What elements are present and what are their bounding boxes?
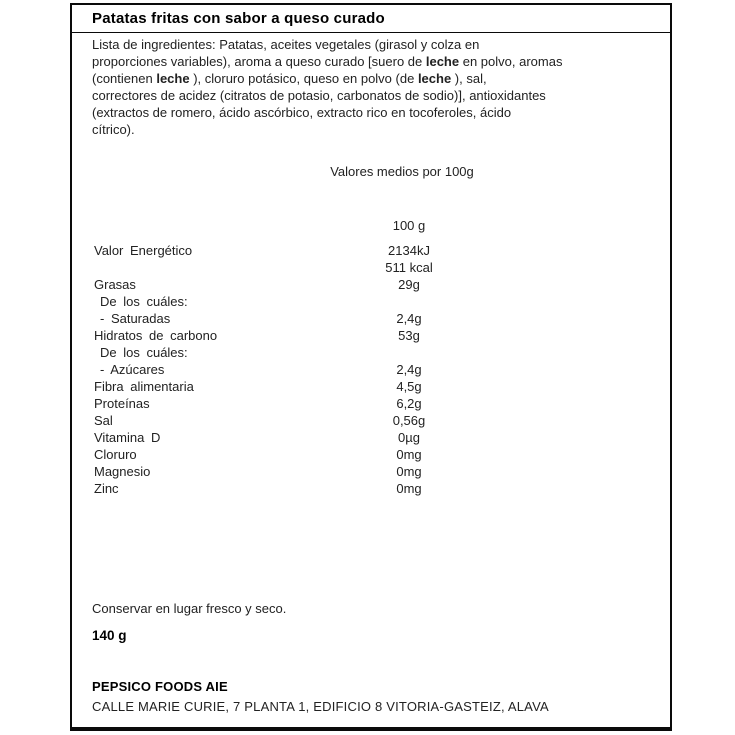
table-row <box>72 361 670 378</box>
row-label: De los cuáles: <box>100 294 188 309</box>
row-label <box>72 217 329 234</box>
manufacturer-block <box>72 677 670 717</box>
table-row <box>72 259 670 276</box>
row-label: Zinc <box>94 481 119 496</box>
row-value: 2,4g <box>396 311 422 326</box>
column-header-100g: 100 g <box>392 218 426 233</box>
allergen-bold-text: leche <box>425 54 460 69</box>
row-value: 0µg <box>398 430 420 445</box>
nutrition-rows <box>72 242 670 497</box>
ingredients-text: (contienen <box>92 71 157 86</box>
product-title: Patatas fritas con sabor a queso curado <box>72 5 670 33</box>
row-label: Valor Energético <box>94 243 193 258</box>
table-row <box>72 463 670 480</box>
ingredients-text: proporciones variables), aroma a queso curado [suero de <box>92 54 426 69</box>
table-row <box>72 310 670 327</box>
row-label: - Saturadas <box>100 311 171 326</box>
table-row <box>72 446 670 463</box>
row-label: - Azúcares <box>100 362 165 377</box>
allergen-bold-text: leche <box>156 71 190 86</box>
table-row <box>72 429 670 446</box>
table-column-header-row <box>72 217 670 234</box>
row-value <box>329 344 489 361</box>
row-label: De los cuáles: <box>100 345 188 360</box>
row-value: 0,56g <box>392 413 426 428</box>
ingredients-text: cítrico). <box>92 122 135 137</box>
row-value: 2134kJ <box>388 243 430 258</box>
row-label: Cloruro <box>94 447 137 462</box>
row-label: Hidratos de carbono <box>94 328 218 343</box>
table-row <box>72 293 670 310</box>
row-label <box>72 259 329 276</box>
ingredients-text: ), sal, <box>451 71 487 86</box>
manufacturer-name: PEPSICO FOODS AIE <box>92 679 228 694</box>
allergen-bold-text: leche <box>417 71 452 86</box>
row-value <box>329 293 489 310</box>
row-label: Magnesio <box>94 464 151 479</box>
ingredients-text: ), cloruro potásico, queso en polvo (de <box>189 71 418 86</box>
row-label: Fibra alimentaria <box>94 379 194 394</box>
row-value: 0mg <box>396 481 422 496</box>
ingredients-text: correctores de acidez (citratos de potasio, carbonatos de sodio)], antioxidantes <box>92 88 546 103</box>
ingredients-paragraph <box>72 33 670 138</box>
nutrition-table <box>72 217 670 497</box>
row-value: 2,4g <box>396 362 422 377</box>
ingredients-text: (extractos de romero, ácido ascórbico, extracto rico en tocoferoles, ácido <box>92 105 512 120</box>
table-row <box>72 412 670 429</box>
values-header: Valores medios por 100g <box>330 164 474 179</box>
row-value: 29g <box>398 277 420 292</box>
table-row <box>72 276 670 293</box>
storage-note: Conservar en lugar fresco y seco. <box>92 601 287 616</box>
ingredients-text: en polvo, aromas <box>459 54 563 69</box>
net-weight: 140 g <box>92 628 127 643</box>
row-label: Grasas <box>94 277 136 292</box>
row-value: 6,2g <box>396 396 422 411</box>
row-value: 4,5g <box>396 379 422 394</box>
row-label: Proteínas <box>94 396 150 411</box>
row-value: 0mg <box>396 447 422 462</box>
table-row <box>72 395 670 412</box>
table-row <box>72 242 670 259</box>
table-row <box>72 378 670 395</box>
manufacturer-address: CALLE MARIE CURIE, 7 PLANTA 1, EDIFICIO 8 VITORIA-GASTEIZ, ALAVA <box>92 699 549 714</box>
row-label: Sal <box>94 413 113 428</box>
row-value: 0mg <box>396 464 422 479</box>
nutrition-label <box>70 3 672 731</box>
table-row <box>72 480 670 497</box>
ingredients-text: Lista de ingredientes: Patatas, aceites vegetales (girasol y colza en <box>92 37 480 52</box>
row-value: 511 kcal <box>385 260 433 275</box>
table-row <box>72 327 670 344</box>
row-value: 53g <box>398 328 420 343</box>
table-row <box>72 344 670 361</box>
row-label: Vitamina D <box>94 430 161 445</box>
